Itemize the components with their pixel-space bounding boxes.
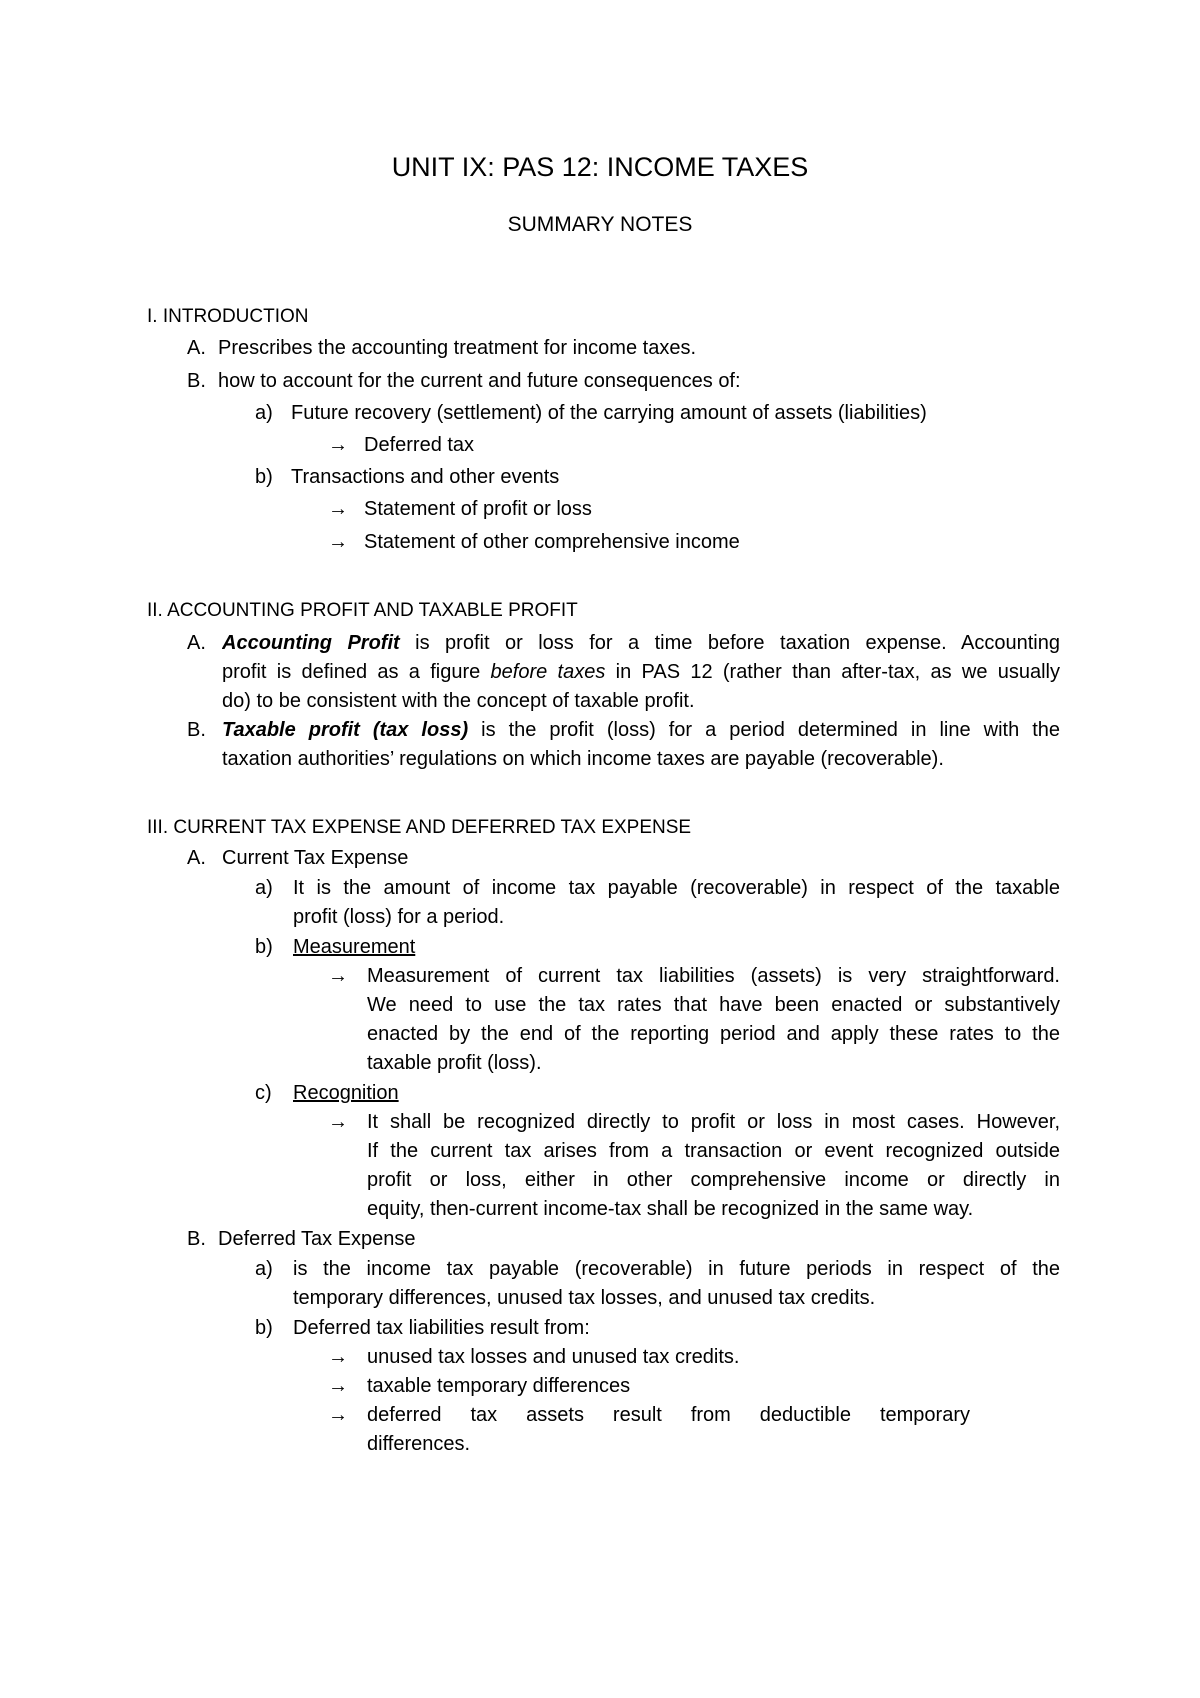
subsection-title-current-tax: Current Tax Expense — [222, 847, 409, 869]
list-marker: A. — [187, 632, 206, 654]
term-taxable-profit: Taxable profit (tax loss) — [222, 719, 469, 741]
list-marker: b) — [255, 936, 273, 958]
paragraph-line: Taxable profit (tax loss) is the profit (loss) for a period determined in line with the — [222, 719, 1060, 741]
paragraph-line: Accounting Profit is profit or loss for a time before taxation expense. Accounting — [222, 632, 1060, 654]
list-item: Statement of other comprehensive income — [364, 531, 740, 553]
page-subtitle: SUMMARY NOTES — [507, 213, 693, 236]
list-item: Deferred tax — [364, 434, 475, 456]
paragraph-line: taxable profit (loss). — [367, 1052, 542, 1074]
arrow-icon: → — [328, 531, 348, 553]
label-measurement: Measurement — [293, 936, 416, 958]
paragraph-line: profit (loss) for a period. — [293, 906, 505, 928]
list-marker: A. — [187, 337, 206, 359]
paragraph-line: temporary differences, unused tax losses, and unused tax credits. — [293, 1287, 876, 1309]
list-marker: B. — [187, 719, 206, 741]
arrow-icon: → — [328, 1375, 348, 1397]
arrow-icon: → — [328, 434, 348, 456]
list-marker: A. — [187, 847, 206, 869]
arrow-icon: → — [328, 1346, 348, 1368]
paragraph-line: equity, then-current income-tax shall be recognized in the same way. — [367, 1198, 974, 1220]
arrow-icon: → — [328, 1111, 348, 1133]
list-marker: b) — [255, 466, 273, 488]
label-recognition: Recognition — [293, 1082, 399, 1104]
paragraph-line: Measurement of current tax liabilities (assets) is very straightforward. — [367, 965, 1060, 987]
paragraph-line: enacted by the end of the reporting period and apply these rates to the — [367, 1023, 1060, 1045]
paragraph-line: taxation authorities’ regulations on which income taxes are payable (recoverable). — [222, 748, 944, 770]
subsection-title-deferred-tax: Deferred Tax Expense — [218, 1228, 416, 1250]
arrow-icon: → — [328, 1404, 348, 1426]
list-marker: B. — [187, 370, 206, 392]
paragraph-line: profit is defined as a figure before taxes in PAS 12 (rather than after-tax, as we usually — [222, 661, 1060, 683]
paragraph-line: It is the amount of income tax payable (recoverable) in respect of the taxable — [293, 877, 1060, 899]
list-item: Future recovery (settlement) of the carrying amount of assets (liabilities) — [291, 402, 927, 424]
list-item: unused tax losses and unused tax credits. — [367, 1346, 740, 1368]
list-item: Statement of profit or loss — [364, 498, 592, 520]
list-marker: a) — [255, 1258, 273, 1280]
paragraph-line: is the income tax payable (recoverable) in future periods in respect of the — [293, 1258, 1060, 1280]
emphasis-before-taxes: before taxes — [490, 661, 606, 683]
paragraph-line: If the current tax arises from a transaction or event recognized outside — [367, 1140, 1060, 1162]
list-marker: b) — [255, 1317, 273, 1339]
paragraph-line: We need to use the tax rates that have been enacted or substantively — [367, 994, 1060, 1016]
arrow-icon: → — [328, 498, 348, 520]
list-marker: c) — [255, 1082, 272, 1104]
paragraph-line: differences. — [367, 1433, 471, 1455]
list-item: Prescribes the accounting treatment for income taxes. — [218, 337, 697, 359]
list-marker: a) — [255, 877, 273, 899]
section-heading-tax-expense: III. CURRENT TAX EXPENSE AND DEFERRED TAX EXPENSE — [147, 817, 692, 838]
term-accounting-profit: Accounting Profit — [222, 632, 400, 654]
list-item: Deferred tax liabilities result from: — [293, 1317, 590, 1339]
paragraph-line: profit or loss, either in other comprehensive income or directly in — [367, 1169, 1060, 1191]
list-item: Transactions and other events — [291, 466, 560, 488]
list-item: how to account for the current and future consequences of: — [218, 370, 741, 392]
list-marker: B. — [187, 1228, 206, 1250]
page-title: UNIT IX: PAS 12: INCOME TAXES — [391, 152, 809, 182]
list-item: taxable temporary differences — [367, 1375, 631, 1397]
paragraph-line: do) to be consistent with the concept of taxable profit. — [222, 690, 695, 712]
arrow-icon: → — [328, 965, 348, 987]
section-heading-introduction: I. INTRODUCTION — [147, 306, 309, 327]
list-marker: a) — [255, 402, 273, 424]
section-heading-accounting-profit: II. ACCOUNTING PROFIT AND TAXABLE PROFIT — [147, 600, 578, 621]
paragraph-line: deferred tax assets result from deductible temporary — [367, 1404, 970, 1426]
paragraph-line: It shall be recognized directly to profit or loss in most cases. However, — [367, 1111, 1060, 1133]
